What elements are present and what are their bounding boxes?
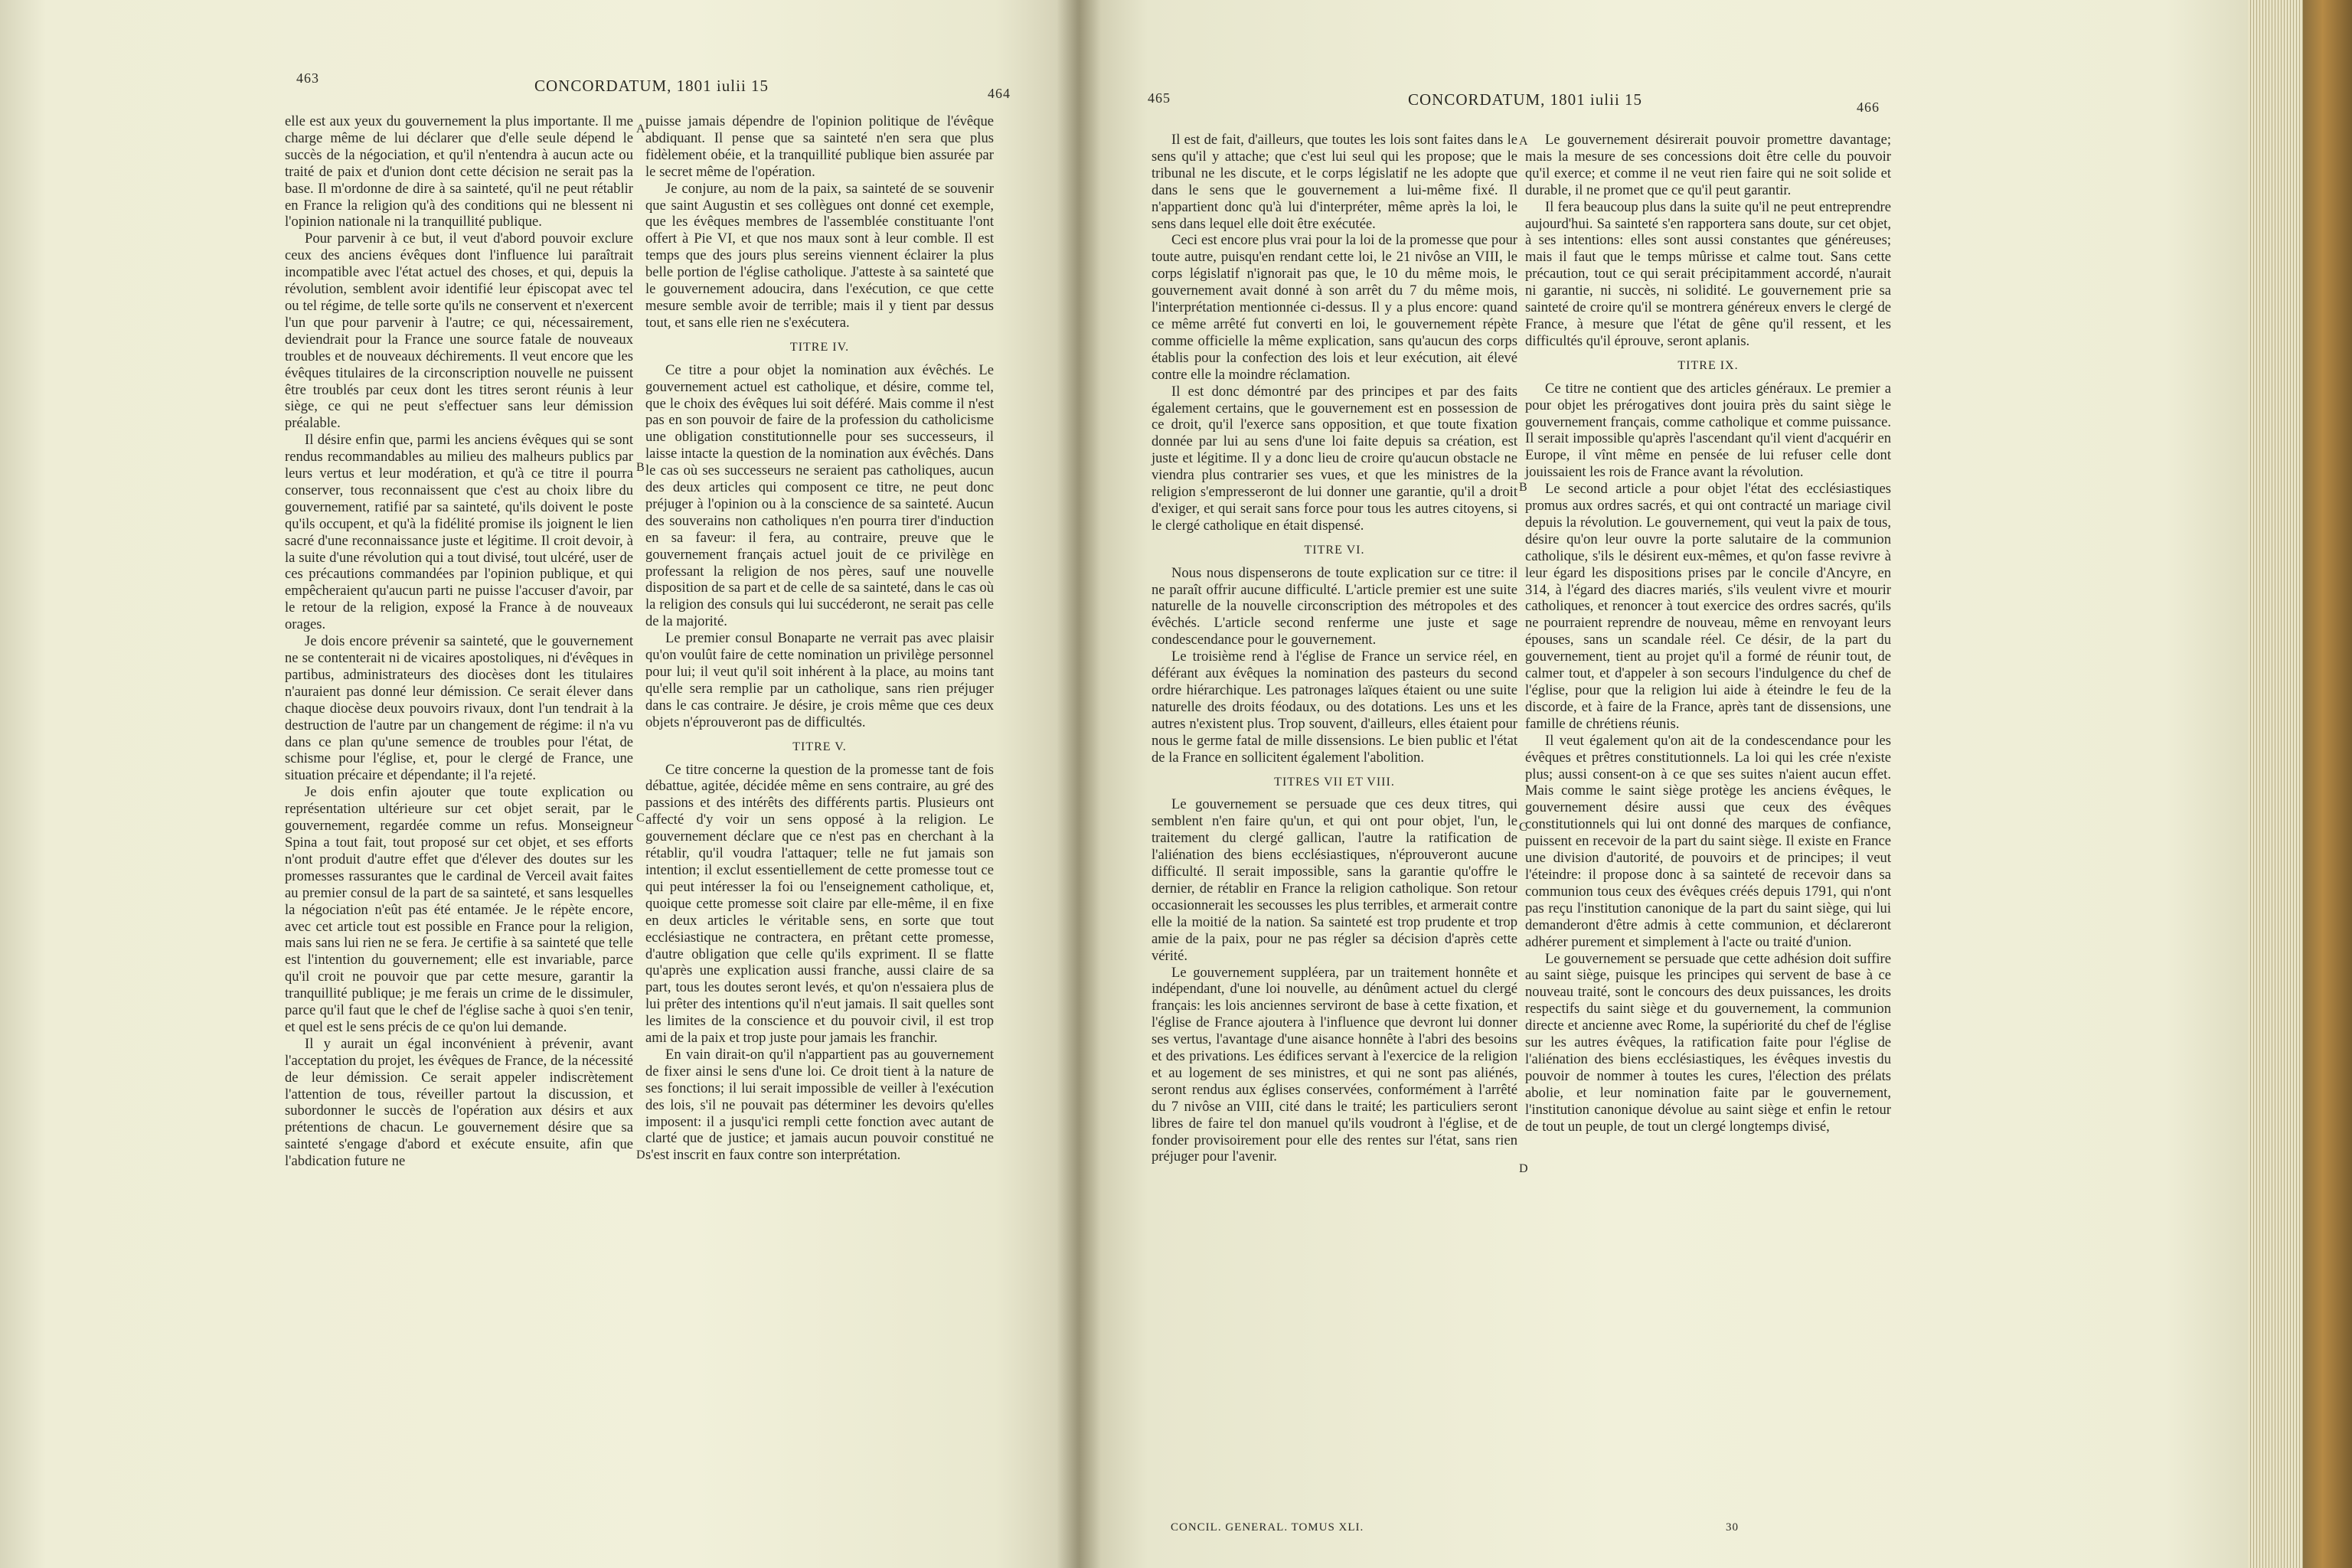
left-page-column-2 (645, 113, 994, 1164)
paragraph: Nous nous dispenserons de toute explication sur ce titre: il ne paraît offrir aucune difficulté. L'article premier est une suite naturelle de la nouvelle circonscription des métropoles et des évêchés. L'article second renferme une juste et sage condescendance pour le gouvernement. (1152, 564, 1517, 648)
margin-letter-b-left: B (636, 461, 645, 474)
margin-letter-a-left: A (636, 122, 645, 136)
paragraph: Le gouvernement se persuade que ces deux titres, qui semblent n'en faire qu'un, et qui ont pour objet, l'un, le traitement du clergé gallican, l'autre la ratification de l'aliénation des biens ecclésiastiques, n'éprouveront aucune difficulté. Il serait impossible, sans la garantie qu'offre le dernier, de rétablir en France la religion catholique. Son retour occasionnerait les secousses les plus terribles, et armerait contre elle la moitié de la nation. Sa sainteté est trop prudente et trop amie de la paix, pour ne pas régler sa décision d'après cette vérité. (1152, 796, 1517, 964)
paragraph: Je dois encore prévenir sa sainteté, que le gouvernement ne se contenterait ni de vicaires apostoliques, ni d'évêques in partibus, administrateurs des diocèses dont les titulaires n'auraient pas donné leur démission. Ce serait élever dans chaque diocèse deux pouvoirs rivaux, dont l'un tendrait à la destruction de l'autre par un changement de régime: il n'a vu dans ce plan qu'une semence de troubles pour l'état, de schisme pour l'église, et, pour le clergé de France, une situation précaire et dépendante; il l'a rejeté. (285, 633, 633, 784)
footer-signature: CONCIL. GENERAL. TOMUS XLI. (1171, 1521, 1364, 1534)
paragraph: puisse jamais dépendre de l'opinion politique de l'évêque abdiquant. Il pense que sa sainteté n'en sera que plus fidèlement obéie, et la tranquillité publique bien assurée par le secret même de l'opération. (645, 113, 994, 180)
margin-letter-d-right: D (1519, 1162, 1528, 1175)
margin-letter-c-right: C (1519, 821, 1527, 834)
right-page (1079, 0, 2248, 1568)
paragraph: Il veut également qu'on ait de la condescendance pour les évêques et prêtres constitutionnels. La loi qui les crée n'existe plus; aussi consent-on à ce que ses suites n'aient aucun effet. Mais comme le saint siège protège les anciens évêques, le gouvernement désire aussi que ceux des évêques constitutionnels qui lui ont donné des marques de confiance, puissent en recevoir de la part du saint siège. Il existe en France une division d'autorité, de pouvoirs et de principes; il veut l'éteindre: il propose donc à sa sainteté de recevoir dans sa communion tous ceux des évêques créés depuis 1791, qui n'ont pas reçu l'institution canonique de la part du saint siège, qui lui demanderont d'être admis à cette communion, et déclareront adhérer purement et simplement à l'acte ou traité d'union. (1525, 732, 1891, 950)
paragraph: Le premier consul Bonaparte ne verrait pas avec plaisir qu'on voulût faire de cette nomination un privilège personnel pour lui; il veut qu'il soit inhérent à la place, au moins tant qu'elle sera remplie par un catholique, sans rien préjuger dans le cas contraire. Je désire, je crois même que ces deux objets n'éprouveront pas de difficultés. (645, 630, 994, 730)
margin-letter-b-right: B (1519, 481, 1527, 494)
paragraph: Il est de fait, d'ailleurs, que toutes les lois sont faites dans le sens qu'il y attache; que c'est lui seul qui les propose; que le tribunal ne les discute, et le corps législatif ne les adopte que dans le sens que le gouvernement a lui-même fixé. Il n'appartient donc qu'à lui d'interpréter, même après la loi, le sens dans lequel elle doit être exécutée. (1152, 132, 1517, 232)
section-heading: TITRE IX. (1677, 358, 1739, 372)
page-number-463: 463 (296, 70, 319, 86)
paragraph: Le gouvernement désirerait pouvoir promettre davantage; mais la mesure de ses concessions doit être celle du pouvoir qu'il exerce; et comme il ne veut rien faire qui ne soit solide et durable, il ne promet que ce qu'il peut garantir. (1525, 132, 1891, 198)
paragraph: Il désire enfin que, parmi les anciens évêques qui se sont rendus recommandables au milieu des malheurs publics par leurs vertus et leur modération, et qu'à ce titre il pourra conserver, tous reconnaissent que c'est au choix libre du gouvernement, ratifié par sa sainteté, qu'ils doivent le poste qu'ils occupent, et qu'à la fidélité promise ils joignent le lien sacré d'une reconnaissance juste et légitime. Il croit devoir, à la suite d'une révolution qui a tout divisé, tout ulcéré, user de ces précautions commandées par l'opinion publique, et qui empêcheraient qu'aucun parti ne puisse l'accuser d'avoir, par le retour de la religion, exposé la France à de nouveaux orages. (285, 432, 633, 633)
paragraph: Ce titre a pour objet la nomination aux évêchés. Le gouvernement actuel est catholique, et désire, comme tel, que le choix des évêques lui soit déféré. Mais comme il n'est pas en son pouvoir de faire de la profession du catholicisme une obligation constitutionnelle pour ses successeurs, il laisse intacte la question de la nomination aux évêchés. Dans le cas où ses successeurs ne seraient pas catholiques, aucun des deux articles qui composent ce titre, ne peut donc préjuger à l'opinion ou à la conscience de sa sainteté. Aucun des souverains non catholiques n'en pourra tirer d'induction en sa faveur: il fera, au contraire, preuve que le gouvernement français actuel jouit de ce privilège en professant la religion de nos pères, sauf une nouvelle disposition de sa part et de celle de sa sainteté, dans le cas où la religion des consuls qui lui succéderont, ne serait pas celle de la majorité. (645, 361, 994, 630)
margin-letter-a-right: A (1519, 135, 1528, 148)
section-heading: TITRES VII ET VIII. (1274, 775, 1395, 789)
paragraph: Il y aurait un égal inconvénient à prévenir, avant l'acceptation du projet, les évêques de France, de la nécessité de leur démission. Ce serait appeler indiscrètement l'attention de tous, réveiller partout la discussion, et subordonner le succès de l'opération aux désirs et aux prétentions de chacun. Le gouvernement désire que sa sainteté s'engage d'abord et exécute ensuite, afin que l'abdication future ne (285, 1035, 633, 1170)
paragraph: Je dois enfin ajouter que toute explication ou représentation ultérieure sur cet objet serait, par le gouvernement, regardée comme un refus. Monseigneur Spina a tout fait, tout proposé sur cet objet, et ses efforts n'ont produit d'autre effet que d'élever des doutes sur les promesses rassurantes que le cardinal de Verceil avait faites au premier consul de la part de sa sainteté, et sans lesquelles la négociation n'eût pas été entamée. Je le répète encore, avec cet article tout est possible en France pour la religion, mais sans lui rien ne se fera. Je certifie à sa sainteté que telle est l'intention du gouvernement; elle est invariable, parce qu'il croit ne pouvoir que par cette mesure, garantir la tranquillité publique; je me ferais un crime de le dissimuler, parce qu'il faut que le chef de l'église sache à quoi s'en tenir, et quel est le sens précis de ce qu'on lui demande. (285, 784, 633, 1035)
book-gutter (1057, 0, 1101, 1568)
running-head-right: CONCORDATUM, 1801 iulii 15 (1408, 90, 1643, 109)
paragraph: En vain dirait-on qu'il n'appartient pas au gouvernement de fixer ainsi le sens d'une loi. Ce droit tient à la nature de ses fonctions; il lui serait impossible de veiller à l'exécution des lois, s'il ne pouvait pas déterminer les devoirs qu'elles imposent: il a jusqu'ici rempli cette fonction avec autant de clarté que de justice; et jamais aucun pouvoir constitué ne s'est inscrit en faux contre son interprétation. (645, 1046, 994, 1164)
book-cover-edge (2303, 0, 2352, 1568)
margin-letter-d-left: D (636, 1148, 645, 1161)
margin-letter-c-left: C (636, 812, 645, 825)
page-number-464: 464 (988, 86, 1011, 101)
paragraph: Il est donc démontré par des principes et par des faits également certains, que le gouvernement est en possession de ce droit, qu'il l'exerce sans opposition, et que toute fixation donnée par lui au sens d'une loi faite depuis sa création, est juste et légitime. Il y a donc lieu de croire qu'aucun obstacle ne viendra plus contrarier ses vues, et que les ministres de la religion s'empresseront de lui donner une garantie, qu'il a droit d'exiger, et qui serait sans force pour tous les autres citoyens, si le clergé catholique en était dispensé. (1152, 383, 1517, 534)
paragraph: Ce titre ne contient que des articles généraux. Le premier a pour objet les prérogatives dont jouira près du saint siège le gouvernement français, comme catholique et comme puissance. Il serait impossible qu'après l'ascendant qu'il vient d'acquérir en Europe, il vînt même en pensée de lui refuser celle dont jouissaient les rois de France avant la révolution. (1525, 380, 1891, 481)
paragraph: Je conjure, au nom de la paix, sa sainteté de se souvenir que saint Augustin et ses collègues ont donné cet exemple, que les évêques membres de l'assemblée constituante l'ont offert à Pie VI, et que nos maux sont à leur comble. Il est temps que des jours plus sereins viennent éclairer la plus belle portion de l'église catholique. J'atteste à sa sainteté que le gouvernement adoucira, dans l'exécution, ce que cette mesure semble avoir de terrible; mais il y tient par dessus tout, et sans elle rien ne s'exécutera. (645, 180, 994, 331)
left-page-column-1 (285, 113, 633, 1170)
paragraph: Il fera beaucoup plus dans la suite qu'il ne peut entreprendre aujourd'hui. Sa sainteté s'en rapportera sans doute, sur cet objet, à ses intentions: elles sont aussi constantes que généreuses; mais il faut que le temps mûrisse et calme tout. Sans cette précaution, tout ce qui serait précipitamment accordé, n'aurait ni garantie, ni succès, ni solidité. Le gouvernement prie sa sainteté de croire qu'il se montrera généreux envers le clergé de France, à mesure que l'état de gêne qu'il ressent, et les difficultés qu'il éprouve, seront aplanis. (1525, 198, 1891, 349)
section-heading: TITRE IV. (789, 340, 850, 354)
right-page-column-1 (1152, 132, 1517, 1165)
section-heading: TITRE V. (792, 740, 847, 753)
page-number-466: 466 (1857, 100, 1880, 115)
paragraph: Ce titre concerne la question de la promesse tant de fois débattue, agitée, décidée même en sens contraire, au gré des passions et des intérêts des différents partis. Plusieurs ont affecté d'y voir un sens opposé à la religion. Le gouvernement déclare que ce n'est pas en cherchant à la rétablir, qu'il voudra l'attaquer; telle ne fut jamais son intention; il exclut essentiellement de cette promesse tout ce qui peut intéresser la foi ou l'enseignement catholique, et, quoique cette promesse soit claire par elle-même, il en fixe en deux articles le véritable sens, en sorte que tout ecclésiastique ne contractera, en prêtant cette promesse, d'autre obligation que celle qu'ils expriment. Il se flatte qu'après une explication aussi franche, aussi claire de sa part, tous les doutes seront levés, et qu'on n'essaiera plus de lui prêter des intentions qu'il n'eut jamais. Il sait quelles sont les limites de la conscience et du pouvoir civil, il est trop ami de la paix et trop juste pour jamais les franchir. (645, 761, 994, 1047)
left-page (0, 0, 1079, 1568)
paragraph: Pour parvenir à ce but, il veut d'abord pouvoir exclure ceux des anciens évêques dont l'influence lui paraîtrait incompatible avec l'état actuel des choses, et qui, depuis la révolution, semblent avoir identifié leur épiscopat avec tel ou tel régime, de telle sorte qu'ils ne conservent et n'exercent l'un que pour parvenir à l'autre; ce qui, nécessairement, deviendrait pour la France une source fatale de nouveaux troubles et de nouveaux déchirements. Il veut encore que les évêques titulaires de la circonscription nouvelle ne puissent être troublés par ceux dont les titres seront réunis à leur siège, ce qui ne peut s'effectuer sans leur démission préalable. (285, 230, 633, 432)
running-head-left: CONCORDATUM, 1801 iulii 15 (534, 77, 769, 95)
paragraph: Le second article a pour objet l'état des ecclésiastiques promus aux ordres sacrés, et qui ont contracté un mariage civil depuis la révolution. Le gouvernement, qui veut la paix de tous, désire qu'on leur ouvre la porte salutaire de la communion catholique, s'ils le désirent eux-mêmes, et qu'on fasse revivre à leur égard les dispositions prises par le concile d'Ancyre, en 314, à l'égard des diacres mariés, s'ils veulent vivre et mourir catholiques, et renoncer à tout exercice des ordres sacrés, qu'ils ne pourraient reprendre de nouveau, même en renvoyant leurs épouses, sans un scandale réel. Ce désir, de la part du gouvernement, tient au projet qu'il a formé de réunir tout, de calmer tout, et d'appeler à son secours l'indulgence du chef de l'église, pour que la religion lui aide à éteindre le feu de la discorde, et à faire de la France, après tant de dissensions, une famille de chrétiens réunis. (1525, 481, 1891, 732)
paragraph: Le gouvernement se persuade que cette adhésion doit suffire au saint siège, puisque les principes qui servent de base à ce nouveau traité, sont le concours des deux puissances, les droits respectifs du saint siège et du gouvernement, la communion directe et ancienne avec Rome, la supériorité du chef de l'église sur les autres évêques, la ratification faite pour l'église de l'aliénation des biens ecclésiastiques, les évêques investis du pouvoir de nommer à toutes les cures, l'élection des prélats abolie, et leur nomination faite par le gouvernement, l'institution canonique dévolue au saint siège et enfin le retour de tout un peuple, de tout un clergé longtemps divisé, (1525, 950, 1891, 1135)
paragraph: Le gouvernement suppléera, par un traitement honnête et indépendant, d'une loi nouvelle, au dénûment actuel du clergé français: les lois anciennes serviront de base à cette fixation, et l'église de France ajoutera à l'influence que devront lui donner ses vertus, l'avantage d'une aisance honnête à l'abri des besoins et des privations. Les édifices servant à l'exercice de la religion et au logement de ses ministres, et qui ne sont pas aliénés, seront rendus aux églises conservées, conformément à l'arrêté du 7 nivôse an VIII, cité dans le traité; les particuliers seront libres de faire tel don manuel qu'ils voudront à l'église, et de fonder provisoirement pour elle des rentes sur l'état, sans rien préjuger pour l'avenir. (1152, 964, 1517, 1165)
paragraph: Le troisième rend à l'église de France un service réel, en déférant aux évêques la nomination des pasteurs du second ordre hiérarchique. Les patronages laïques étaient ou une suite naturelle des droits féodaux, ou des dotations. Les uns et les autres n'existent plus. Trop souvent, d'ailleurs, elles étaient pour nous le germe fatal de mille dissensions. Le bien public et l'état de la France en sollicitent également l'abolition. (1152, 648, 1517, 766)
section-heading: TITRE VI. (1304, 543, 1365, 557)
page-number-465: 465 (1148, 90, 1171, 106)
paragraph: elle est aux yeux du gouvernement la plus importante. Il me charge même de lui déclarer que d'elle seule dépend le succès de la négociation, et qu'il n'entendra à aucun acte ou traité de paix et d'union dont cette décision ne serait pas la base. Il m'ordonne de dire à sa sainteté, qu'il ne peut rétablir en France la religion qu'à des conditions qui ne blessent ni l'opinion nationale ni la tranquillité publique. (285, 113, 633, 230)
right-page-column-2 (1525, 132, 1891, 1135)
paragraph: Ceci est encore plus vrai pour la loi de la promesse que pour toute autre, puisqu'en rendant cette loi, le 21 nivôse an VIII, le corps législatif n'ignorait pas que, le 10 du même mois, le gouvernement avait donné à son arrêt du 7 du même mois, l'interprétation mentionnée ci-dessus. Il y a plus encore: quand ce même arrêté fut converti en loi, le gouvernement répète comme officielle la même explication, sans qu'aucun des corps établis pour la confection des lois et leur exécution, ait élevé contre elle la moindre réclamation. (1152, 232, 1517, 383)
footer-number: 30 (1726, 1521, 1739, 1534)
